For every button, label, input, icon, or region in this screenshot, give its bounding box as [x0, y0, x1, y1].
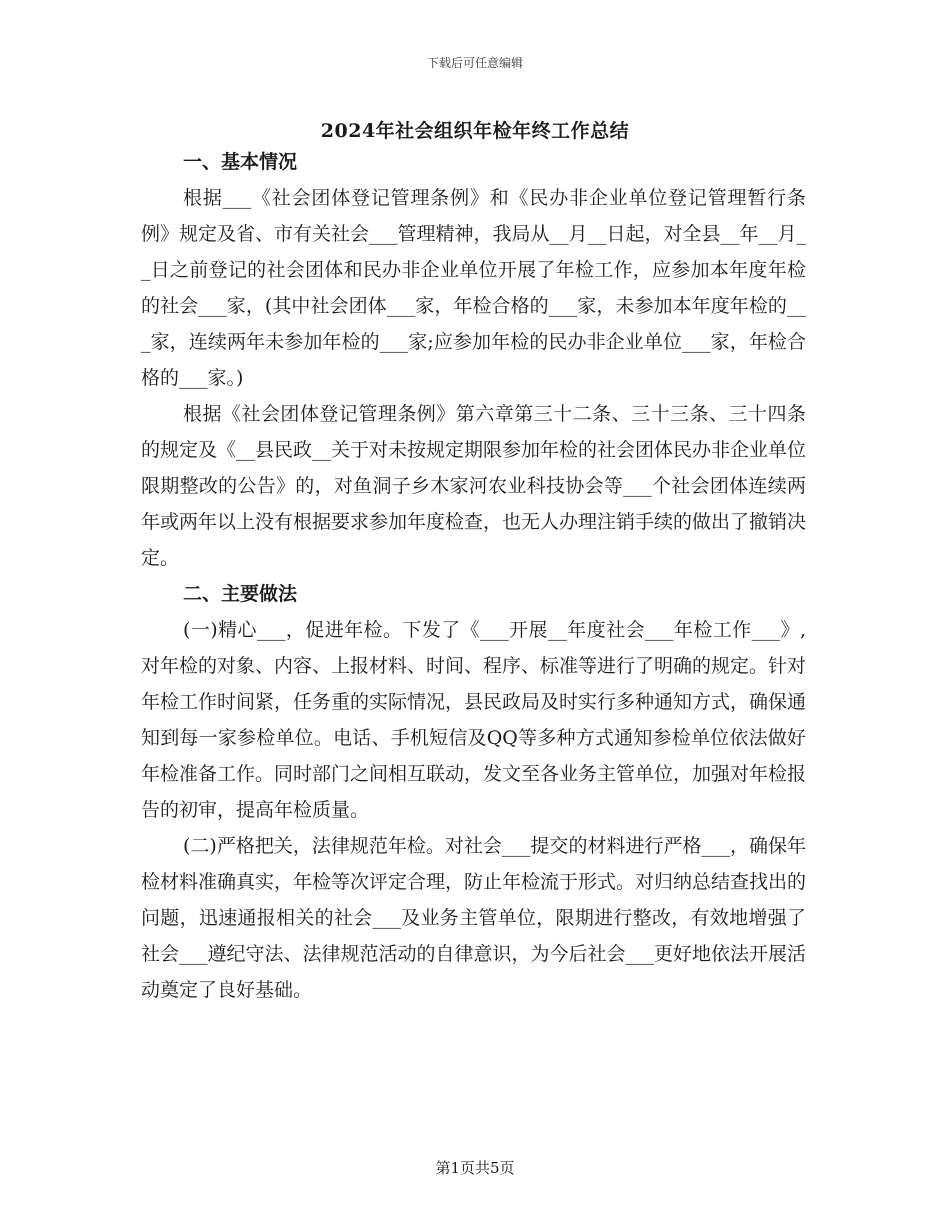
- paragraph: 根据___《社会团体登记管理条例》和《民办非企业单位登记管理暂行条例》规定及省、市有关社会___管理精神，我局从__月__日起，对全县__年__月__日之前登记的社会团体和民办非企业单位开展了年检工作，应参加本年度年检的社会___家，(其中社会团体___家，年检合格的___家，未参加本年度年检的___家，连续两年未参加年检的___家;应参加年检的民办非企业单位___家，年检合格的___家。): [141, 187, 807, 389]
- section-basic-situation: [141, 144, 806, 576]
- section-main-practices: [141, 576, 806, 1008]
- paragraph: (二)严格把关，法律规范年检。对社会___提交的材料进行严格___，确保年检材料准确真实，年检等次评定合理，防止年检流于形式。对归纳总结查找出的问题，迅速通报相关的社会___及业务主管单位，限期进行整改，有效地增强了社会___遵纪守法、法律规范活动的自律意识，为今后社会___更好地依法开展活动奠定了良好基础。: [141, 835, 807, 1001]
- header-note: 下载后可任意编辑: [426, 56, 523, 70]
- document-title: 2024年社会组织年检年终工作总结: [320, 120, 630, 142]
- page-footer: 第1页共5页: [435, 1159, 515, 1177]
- paragraph: 根据《社会团体登记管理条例》第六章第三十二条、三十三条、三十四条的规定及《__县民政__关于对未按规定期限参加年检的社会团体民办非企业单位限期整改的公告》的，对鱼洞子乡木家河农业科技协会等___个社会团体连续两年或两年以上没有根据要求参加年度检查，也无人办理注销手续的做出了撤销决定。: [141, 403, 807, 569]
- document-body: [141, 144, 806, 1008]
- section-heading: 一、基本情况: [183, 151, 298, 173]
- section-heading: 二、主要做法: [183, 583, 298, 605]
- paragraph: (一)精心___，促进年检。下发了《___开展__年度社会___年检工作___》,对年检的对象、内容、上报材料、时间、程序、标准等进行了明确的规定。针对年检工作时间紧，任务重的实际情况，县民政局及时实行多种通知方式，确保通知到每一家参检单位。电话、手机短信及QQ等多种方式通知参检单位依法做好年检准备工作。同时部门之间相互联动，发文至各业务主管单位，加强对年检报告的初审，提高年检质量。: [141, 619, 807, 821]
